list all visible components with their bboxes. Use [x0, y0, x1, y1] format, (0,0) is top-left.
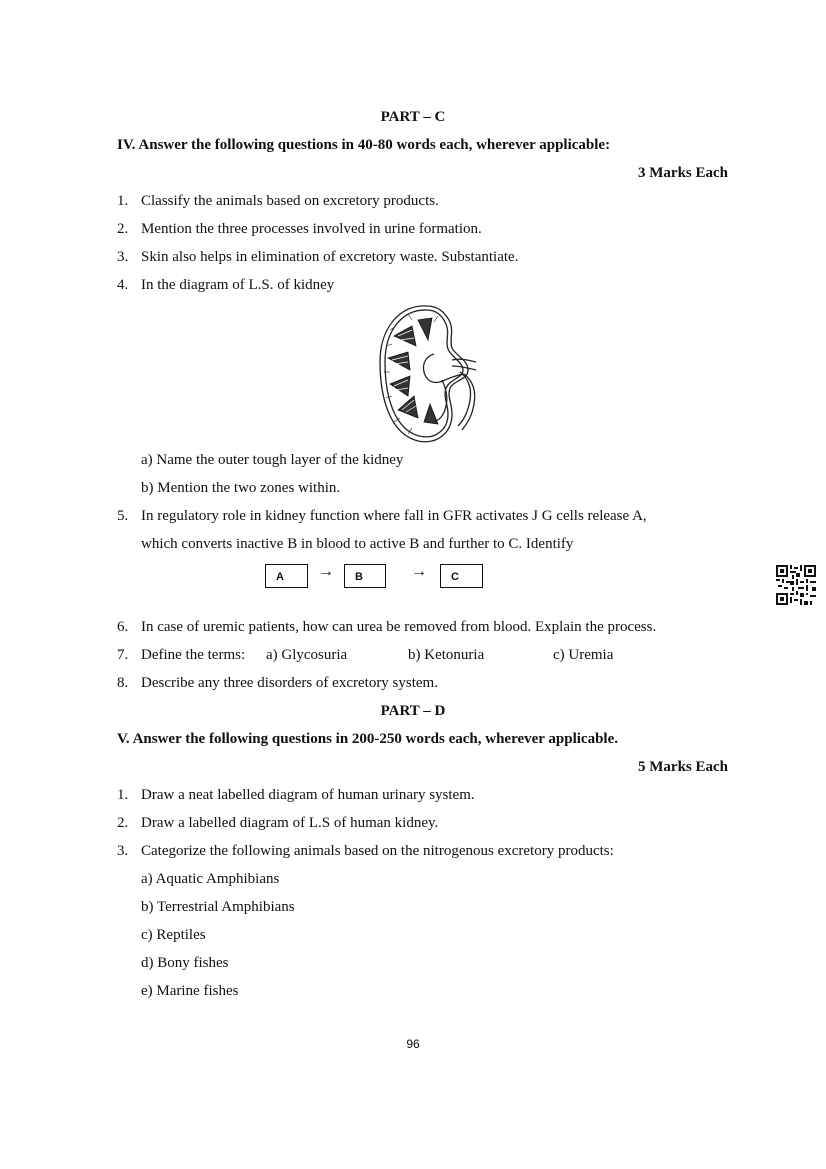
- term-option: c) Uremia: [553, 647, 614, 663]
- question-text: In case of uremic patients, how can urea be removed from blood. Explain the process.: [141, 619, 657, 635]
- question-text: In the diagram of L.S. of kidney: [141, 277, 335, 293]
- qr-code-icon: [776, 565, 816, 605]
- question-number: 8.: [117, 675, 129, 691]
- arrow-icon: →: [318, 563, 334, 580]
- category-option: c) Reptiles: [141, 927, 206, 943]
- question-text: Categorize the following animals based on the nitrogenous excretory products:: [141, 843, 614, 859]
- part-d-marks: 5 Marks Each: [638, 759, 728, 775]
- part-d-heading: PART – D: [380, 703, 446, 719]
- kidney-ls-diagram: [372, 300, 484, 446]
- question-text: Mention the three processes involved in urine formation.: [141, 221, 482, 237]
- part-c-instruction: IV. Answer the following questions in 40-80 words each, wherever applicable:: [117, 137, 611, 153]
- page-number: 96: [406, 1037, 420, 1051]
- question-text: Skin also helps in elimination of excretory waste. Substantiate.: [141, 249, 519, 265]
- arrow-icon: →: [411, 563, 427, 580]
- question-number: 7.: [117, 647, 129, 663]
- category-option: a) Aquatic Amphibians: [141, 871, 280, 887]
- part-c-marks: 3 Marks Each: [638, 165, 728, 181]
- part-d-instruction: V. Answer the following questions in 200-250 words each, wherever applicable.: [117, 731, 618, 747]
- answer-box-c: C: [440, 564, 483, 588]
- question-number: 6.: [117, 619, 129, 635]
- part-c-heading: PART – C: [380, 109, 446, 125]
- question-text: In regulatory role in kidney function where fall in GFR activates J G cells release A,: [141, 508, 647, 524]
- answer-box-b: B: [344, 564, 386, 588]
- question-number: 1.: [117, 193, 129, 209]
- question-number: 4.: [117, 277, 129, 293]
- category-option: e) Marine fishes: [141, 983, 239, 999]
- question-number: 1.: [117, 787, 129, 803]
- term-option: a) Glycosuria: [266, 647, 348, 663]
- question-number: 3.: [117, 843, 129, 859]
- term-option: b) Ketonuria: [408, 647, 485, 663]
- question-number: 2.: [117, 815, 129, 831]
- question-text: Define the terms:: [141, 647, 246, 663]
- question-text: Classify the animals based on excretory products.: [141, 193, 439, 209]
- question-number: 5.: [117, 508, 129, 524]
- question-number: 2.: [117, 221, 129, 237]
- question-text-continued: which converts inactive B in blood to active B and further to C. Identify: [141, 536, 574, 552]
- category-option: b) Terrestrial Amphibians: [141, 899, 295, 915]
- question-text: Describe any three disorders of excretory system.: [141, 675, 438, 691]
- category-option: d) Bony fishes: [141, 955, 229, 971]
- question-subpart: a) Name the outer tough layer of the kidney: [141, 452, 404, 468]
- question-number: 3.: [117, 249, 129, 265]
- question-subpart: b) Mention the two zones within.: [141, 480, 341, 496]
- question-text: Draw a labelled diagram of L.S of human kidney.: [141, 815, 439, 831]
- answer-box-a: A: [265, 564, 308, 588]
- question-text: Draw a neat labelled diagram of human urinary system.: [141, 787, 475, 803]
